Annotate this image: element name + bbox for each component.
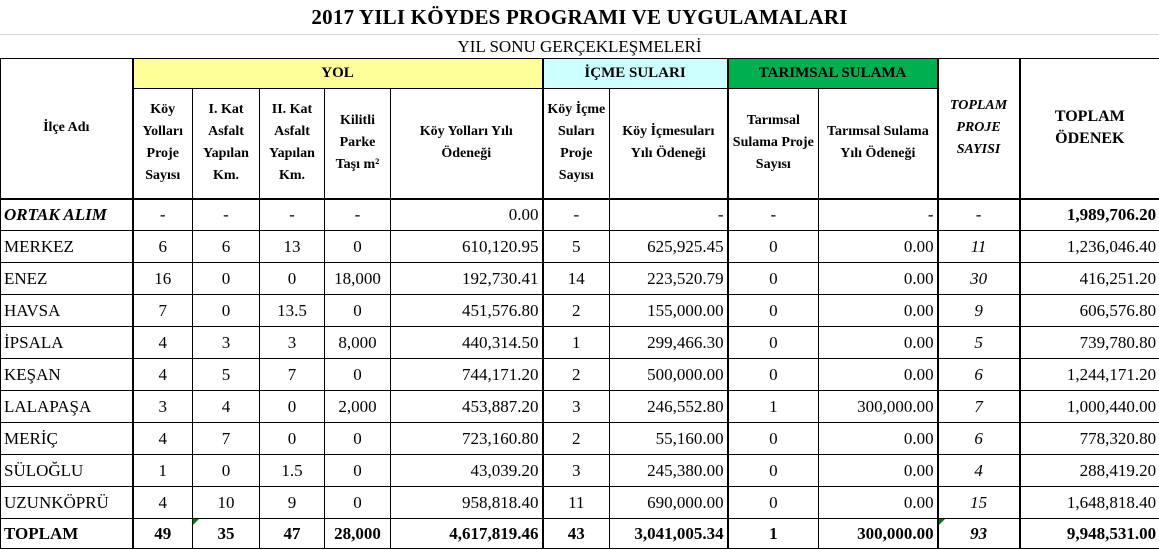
report-subtitle: YIL SONU GERÇEKLEŞMELERİ xyxy=(0,34,1159,59)
header-koy-yollari-proje: Köy Yolları Proje Sayısı xyxy=(133,89,193,199)
cell-icme-odenek: 246,552.80 xyxy=(610,391,728,423)
cell-yol-odenek: 958,818.40 xyxy=(391,487,543,519)
total-cell-ilce: TOPLAM xyxy=(1,519,133,549)
header-ilce: İlçe Adı xyxy=(1,59,133,199)
table-row xyxy=(1,455,1159,487)
cell-icme-proje: - xyxy=(543,199,610,231)
cell-icme-proje: 14 xyxy=(543,263,610,295)
cell-yol-odenek: 451,576.80 xyxy=(391,295,543,327)
header-kat2: II. Kat Asfalt Yapılan Km. xyxy=(260,89,325,199)
cell-ilce: İPSALA xyxy=(1,327,133,359)
table-row xyxy=(1,263,1159,295)
cell-kat2: 13 xyxy=(260,231,325,263)
cell-toplam-proje: 15 xyxy=(938,487,1020,519)
cell-toplam-odenek: 1,648,818.40 xyxy=(1020,487,1159,519)
table-row xyxy=(1,391,1159,423)
group-icme: İÇME SULARI xyxy=(543,59,728,89)
cell-yol-odenek: 453,887.20 xyxy=(391,391,543,423)
cell-yol-proje: 4 xyxy=(133,327,193,359)
cell-kat2: 7 xyxy=(260,359,325,391)
cell-toplam-proje: 5 xyxy=(938,327,1020,359)
cell-kat2: 0 xyxy=(260,263,325,295)
cell-tarim-proje: 0 xyxy=(728,263,819,295)
cell-yol-odenek: 723,160.80 xyxy=(391,423,543,455)
cell-kat1: 3 xyxy=(193,327,260,359)
header-icme-odenek: Köy İçmesuları Yılı Ödeneği xyxy=(610,89,728,199)
cell-kat2: 0 xyxy=(260,423,325,455)
cell-kat2: 3 xyxy=(260,327,325,359)
total-cell-icme-proje: 43 xyxy=(543,519,610,549)
cell-kilitli: 0 xyxy=(325,231,391,263)
cell-tarim-odenek: - xyxy=(819,199,938,231)
cell-yol-proje: 1 xyxy=(133,455,193,487)
cell-kilitli: 0 xyxy=(325,487,391,519)
cell-tarim-proje: 1 xyxy=(728,391,819,423)
table-row xyxy=(1,199,1159,231)
cell-tarim-odenek: 0.00 xyxy=(819,487,938,519)
cell-icme-odenek: 55,160.00 xyxy=(610,423,728,455)
cell-toplam-proje: 6 xyxy=(938,423,1020,455)
cell-kilitli: 18,000 xyxy=(325,263,391,295)
cell-kilitli: 8,000 xyxy=(325,327,391,359)
cell-icme-proje: 2 xyxy=(543,423,610,455)
cell-toplam-odenek: 1,989,706.20 xyxy=(1020,199,1159,231)
cell-toplam-proje: 30 xyxy=(938,263,1020,295)
cell-kat2: - xyxy=(260,199,325,231)
table-row xyxy=(1,487,1159,519)
table-row xyxy=(1,231,1159,263)
cell-tarim-proje: 0 xyxy=(728,423,819,455)
cell-kat1: 0 xyxy=(193,295,260,327)
cell-yol-odenek: 610,120.95 xyxy=(391,231,543,263)
cell-icme-odenek: 223,520.79 xyxy=(610,263,728,295)
group-tarim: TARIMSAL SULAMA xyxy=(728,59,938,89)
cell-yol-proje: 4 xyxy=(133,487,193,519)
cell-tarim-odenek: 0.00 xyxy=(819,423,938,455)
cell-tarim-proje: 0 xyxy=(728,487,819,519)
header-tarim-proje: Tarımsal Sulama Proje Sayısı xyxy=(728,89,819,199)
cell-toplam-odenek: 778,320.80 xyxy=(1020,423,1159,455)
total-row xyxy=(1,519,1159,549)
cell-kilitli: 0 xyxy=(325,359,391,391)
cell-toplam-odenek: 1,244,171.20 xyxy=(1020,359,1159,391)
cell-yol-odenek: 744,171.20 xyxy=(391,359,543,391)
cell-toplam-odenek: 416,251.20 xyxy=(1020,263,1159,295)
cell-toplam-proje: 7 xyxy=(938,391,1020,423)
cell-kat1: - xyxy=(193,199,260,231)
header-icme-proje: Köy İçme Suları Proje Sayısı xyxy=(543,89,610,199)
cell-ilce: HAVSA xyxy=(1,295,133,327)
cell-tarim-odenek: 300,000.00 xyxy=(819,391,938,423)
cell-ilce: KEŞAN xyxy=(1,359,133,391)
cell-icme-proje: 3 xyxy=(543,391,610,423)
header-toplam-proje: TOPLAM PROJE SAYISI xyxy=(938,59,1020,199)
cell-icme-odenek: 155,000.00 xyxy=(610,295,728,327)
cell-kat1: 5 xyxy=(193,359,260,391)
header-kilitli: Kilitli Parke Taşı m² xyxy=(325,89,391,199)
header-kat1: I. Kat Asfalt Yapılan Km. xyxy=(193,89,260,199)
cell-yol-proje: 4 xyxy=(133,423,193,455)
cell-kilitli: 0 xyxy=(325,423,391,455)
total-cell-tarim-odenek: 300,000.00 xyxy=(819,519,938,549)
cell-kat1: 0 xyxy=(193,263,260,295)
cell-toplam-odenek: 739,780.80 xyxy=(1020,327,1159,359)
cell-yol-proje: 6 xyxy=(133,231,193,263)
cell-yol-odenek: 43,039.20 xyxy=(391,455,543,487)
cell-yol-proje: 3 xyxy=(133,391,193,423)
program-table xyxy=(0,58,1159,549)
cell-kat2: 0 xyxy=(260,391,325,423)
cell-ilce: ENEZ xyxy=(1,263,133,295)
cell-icme-odenek: - xyxy=(610,199,728,231)
cell-kat1: 7 xyxy=(193,423,260,455)
total-cell-kat2: 47 xyxy=(260,519,325,549)
cell-toplam-odenek: 1,236,046.40 xyxy=(1020,231,1159,263)
cell-icme-proje: 5 xyxy=(543,231,610,263)
cell-yol-proje: 16 xyxy=(133,263,193,295)
cell-ilce: LALAPAŞA xyxy=(1,391,133,423)
cell-ilce: MERKEZ xyxy=(1,231,133,263)
total-cell-toplam-proje: 93 xyxy=(938,519,1020,549)
table-row xyxy=(1,295,1159,327)
table-row xyxy=(1,423,1159,455)
cell-ilce: UZUNKÖPRÜ xyxy=(1,487,133,519)
cell-kilitli: 2,000 xyxy=(325,391,391,423)
cell-tarim-proje: 0 xyxy=(728,359,819,391)
cell-kat1: 6 xyxy=(193,231,260,263)
cell-icme-proje: 11 xyxy=(543,487,610,519)
total-cell-tarim-proje: 1 xyxy=(728,519,819,549)
cell-toplam-odenek: 606,576.80 xyxy=(1020,295,1159,327)
cell-tarim-proje: - xyxy=(728,199,819,231)
cell-yol-odenek: 0.00 xyxy=(391,199,543,231)
cell-tarim-odenek: 0.00 xyxy=(819,327,938,359)
cell-ilce: SÜLOĞLU xyxy=(1,455,133,487)
total-cell-yol-odenek: 4,617,819.46 xyxy=(391,519,543,549)
group-yol: YOL xyxy=(133,59,543,89)
report-title: 2017 YILI KÖYDES PROGRAMI VE UYGULAMALARI xyxy=(311,4,848,29)
cell-kilitli: 0 xyxy=(325,455,391,487)
table-row xyxy=(1,327,1159,359)
cell-toplam-proje: - xyxy=(938,199,1020,231)
header-koy-yollari-odenek: Köy Yolları Yılı Ödeneği xyxy=(391,89,543,199)
header-toplam-odenek: TOPLAM ÖDENEK xyxy=(1020,59,1159,199)
cell-ilce: ORTAK ALIM xyxy=(1,199,133,231)
cell-tarim-odenek: 0.00 xyxy=(819,295,938,327)
table-row xyxy=(1,359,1159,391)
header-tarim-odenek: Tarımsal Sulama Yılı Ödeneği xyxy=(819,89,938,199)
cell-kat1: 10 xyxy=(193,487,260,519)
cell-toplam-proje: 9 xyxy=(938,295,1020,327)
cell-toplam-proje: 4 xyxy=(938,455,1020,487)
total-cell-toplam-odenek: 9,948,531.00 xyxy=(1020,519,1159,549)
cell-icme-odenek: 245,380.00 xyxy=(610,455,728,487)
cell-kilitli: 0 xyxy=(325,295,391,327)
cell-tarim-proje: 0 xyxy=(728,455,819,487)
cell-toplam-odenek: 288,419.20 xyxy=(1020,455,1159,487)
cell-kat1: 4 xyxy=(193,391,260,423)
cell-icme-proje: 1 xyxy=(543,327,610,359)
cell-icme-proje: 3 xyxy=(543,455,610,487)
cell-icme-odenek: 299,466.30 xyxy=(610,327,728,359)
cell-ilce: MERİÇ xyxy=(1,423,133,455)
total-cell-kat1: 35 xyxy=(193,519,260,549)
cell-icme-odenek: 690,000.00 xyxy=(610,487,728,519)
cell-yol-proje: 4 xyxy=(133,359,193,391)
cell-kat2: 9 xyxy=(260,487,325,519)
cell-icme-odenek: 500,000.00 xyxy=(610,359,728,391)
cell-tarim-odenek: 0.00 xyxy=(819,455,938,487)
cell-kat2: 1.5 xyxy=(260,455,325,487)
cell-yol-odenek: 192,730.41 xyxy=(391,263,543,295)
cell-tarim-proje: 0 xyxy=(728,327,819,359)
cell-icme-proje: 2 xyxy=(543,359,610,391)
cell-yol-proje: - xyxy=(133,199,193,231)
cell-tarim-odenek: 0.00 xyxy=(819,263,938,295)
cell-kat2: 13.5 xyxy=(260,295,325,327)
cell-tarim-proje: 0 xyxy=(728,295,819,327)
cell-kilitli: - xyxy=(325,199,391,231)
cell-icme-odenek: 625,925.45 xyxy=(610,231,728,263)
cell-icme-proje: 2 xyxy=(543,295,610,327)
cell-toplam-odenek: 1,000,440.00 xyxy=(1020,391,1159,423)
cell-toplam-proje: 6 xyxy=(938,359,1020,391)
total-cell-kilitli: 28,000 xyxy=(325,519,391,549)
cell-tarim-odenek: 0.00 xyxy=(819,231,938,263)
cell-tarim-proje: 0 xyxy=(728,231,819,263)
cell-yol-proje: 7 xyxy=(133,295,193,327)
total-cell-icme-odenek: 3,041,005.34 xyxy=(610,519,728,549)
total-cell-yol-proje: 49 xyxy=(133,519,193,549)
cell-kat1: 0 xyxy=(193,455,260,487)
cell-tarim-odenek: 0.00 xyxy=(819,359,938,391)
cell-toplam-proje: 11 xyxy=(938,231,1020,263)
cell-yol-odenek: 440,314.50 xyxy=(391,327,543,359)
